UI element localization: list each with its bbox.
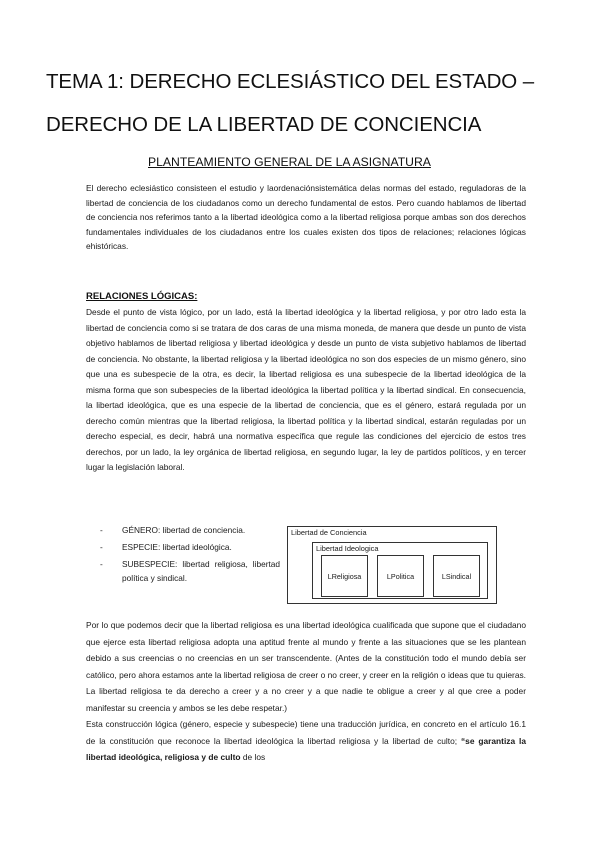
document-title-line-2: DERECHO DE LA LIBERTAD DE CONCIENCIA [46,113,482,136]
list-item-text: SUBESPECIE: libertad religiosa, libertad política y sindical. [122,559,280,583]
intro-paragraph: El derecho eclesiástico consisteen el estudio y laordenaciónsistemática delas normas del estado, reguladoras de la libertad de conciencia de los ciudadanos como un derecho fundamental de estos. Pero cuando hablamos de libertad de conciencia nos referimos tanto a la libertad ideológica como a la libertad religiosa porque ambas son dos derechos fundamentales individuales de los ciudadanos entre los cuales existen dos tipos de relaciones; relaciones lógicas ehistóricas. [86,183,526,251]
liberty-diagram [287,526,497,604]
diagram-inner-box [312,542,488,599]
after-diagram-text [86,617,526,766]
after-tail: de los [242,752,266,762]
diagram-cell-politica: LPolitica [377,555,424,597]
diagram-inner-label: Libertad Ideologica [316,544,379,553]
diagram-outer-label: Libertad de Conciencia [291,528,367,537]
logicas-paragraph: Desde el punto de vista lógico, por un lado, está la libertad ideológica y la libertad religiosa, y por otro lado esta la libertad de conciencia como si se tratara de dos caras de una misma moneda, de manera que desde un punto de vista objetivo hablamos de libertad religiosa y libertad ideológica y desde un punto de vista subjetivo hablamos de libertad de conciencia. No obstante, la libertad religiosa y la libertad ideológica no son dos especies de un mismo género, sino que una es subespecie de la otra, es decir, la libertad religiosa es una subespecie de la libertad ideológica de la misma forma que son subespecies de la libertad ideológica la libertad política y la libertad sindical. En consecuencia, la libertad ideológica, que es una especie de la libertad de conciencia, que es el género, estará regulada por un derecho común mientras que la libertad religiosa, la libertad política y la libertad sindical, estarán reguladas por un derecho especial, es decir, habrá una normativa específica que regule las condiciones del ejercicio de estos tres derechos, por un lado, la ley orgánica de libertad religiosa, en segundo lugar, la ley de partidos políticos, y en tercer lugar la legislación laboral. [86,307,526,472]
section-subtitle: PLANTEAMIENTO GENERAL DE LA ASIGNATURA [148,155,431,169]
document-title-line-1: TEMA 1: DERECHO ECLESIÁSTICO DEL ESTADO – [46,70,535,93]
after-bold-quote: “se garantiza la libertad ideológica, religiosa y de culto [86,735,527,762]
diagram-cell-religiosa: LReligiosa [321,555,368,597]
list-dash: - [100,559,103,569]
after-paragraph-2: Esta construcción lógica (género, especie y subespecie) tiene una traducción jurídica, en concreto en el artículo 16.1 de la constitución que reconoce la libertad ideológica la libertad religiosa y la libertad de culto; [86,719,526,746]
list-dash: - [100,525,103,535]
list-item [100,523,280,537]
classification-list [100,523,280,588]
list-item [100,557,280,585]
after-paragraph-1: Por lo que podemos decir que la libertad religiosa es una libertad ideológica cualificada que supone que el ciudadano que ejerce esta libertad religiosa adopta una aptitud frente al mundo y frente a las situaciones que se les plantean debido a sus creencias o no creencias en un ser transcendente. (Antes de la constitución todo el mundo debía ser católico, pero ahora estamos ante la libertad religiosa de creer o no creer, y creer en la religión o ideas que tu quieras. La libertad religiosa te da derecho a creer y a no creer y a que nadie te obligue a creer y al que cree a poder manifestar su creencia y ambos se les debe respetar.) [86,620,526,713]
diagram-cell-sindical: LSindical [433,555,480,597]
heading-relaciones-logicas: RELACIONES LÓGICAS: [86,291,198,302]
list-dash: - [100,542,103,552]
list-item [100,540,280,554]
list-item-text: ESPECIE: libertad ideológica. [122,542,232,552]
list-item-text: GÉNERO: libertad de conciencia. [122,525,246,535]
